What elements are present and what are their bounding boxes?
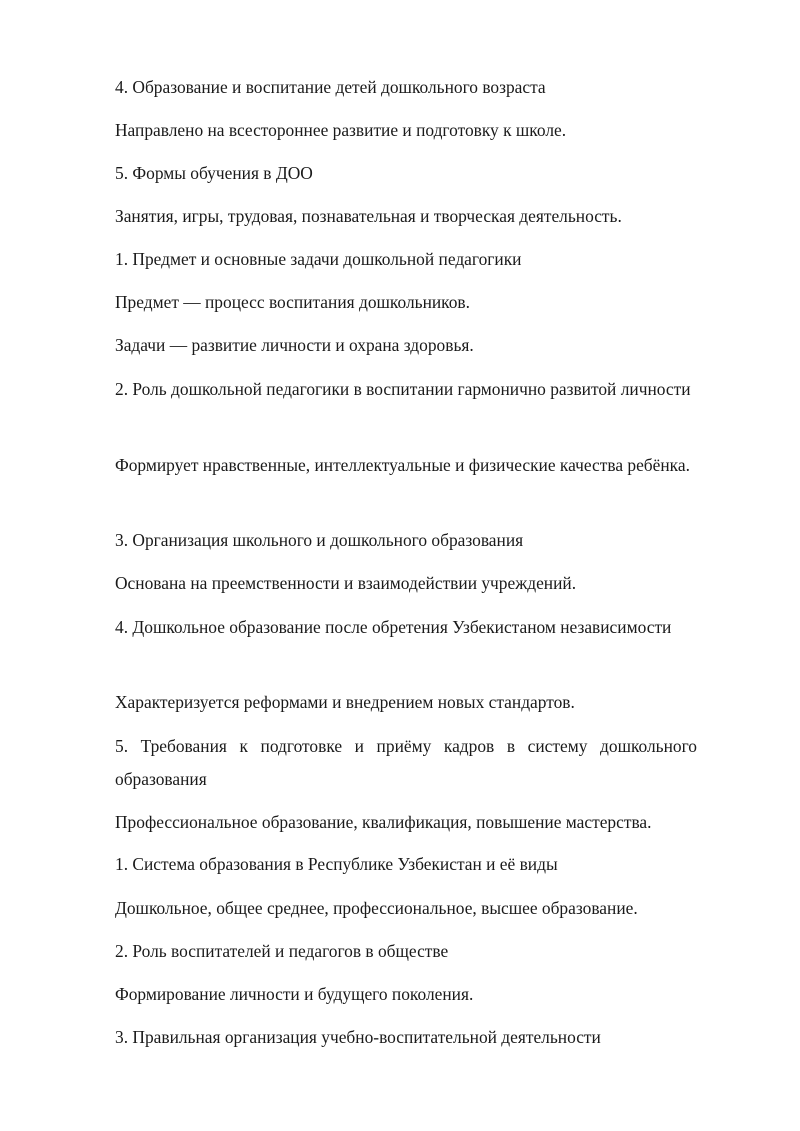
- heading-preschool-education: 4. Образование и воспитание детей дошкольного возраста: [115, 77, 546, 97]
- heading-education-system: 1. Система образования в Республике Узбекистан и её виды: [115, 854, 558, 874]
- heading-staff-requirements: 5. Требования к подготовке и приёму кадров в систему дошкольного образования: [115, 736, 697, 789]
- paragraph-organization: Основана на преемственности и взаимодействии учреждений.: [115, 573, 577, 593]
- paragraph-independence: Характеризуется реформами и внедрением новых стандартов.: [115, 692, 575, 712]
- paragraph-tasks: Задачи — развитие личности и охрана здоровья.: [115, 335, 474, 355]
- heading-independence: 4. Дошкольное образование после обретения Узбекистаном независимости: [115, 617, 672, 637]
- heading-organization: 3. Организация школьного и дошкольного образования: [115, 530, 524, 550]
- paragraph-preschool-education: Направлено на всестороннее развитие и подготовку к школе.: [115, 120, 567, 140]
- paragraph-staff-requirements: Профессиональное образование, квалификация, повышение мастерства.: [115, 812, 652, 832]
- paragraph-subject: Предмет — процесс воспитания дошкольников.: [115, 292, 470, 312]
- paragraph-role-pedagogy: Формирует нравственные, интеллектуальные и физические качества ребёнка.: [115, 455, 690, 475]
- paragraph-education-system: Дошкольное, общее среднее, профессиональное, высшее образование.: [115, 898, 638, 918]
- heading-learning-forms: 5. Формы обучения в ДОО: [115, 163, 313, 183]
- heading-role-teachers: 2. Роль воспитателей и педагогов в обществе: [115, 941, 449, 961]
- paragraph-role-teachers: Формирование личности и будущего поколения.: [115, 984, 474, 1004]
- paragraph-learning-forms: Занятия, игры, трудовая, познавательная и творческая деятельность.: [115, 206, 622, 226]
- heading-proper-organization: 3. Правильная организация учебно-воспитательной деятельности: [115, 1027, 601, 1047]
- heading-subject-tasks: 1. Предмет и основные задачи дошкольной педагогики: [115, 249, 522, 269]
- heading-role-pedagogy: 2. Роль дошкольной педагогики в воспитании гармонично развитой личности: [115, 379, 691, 399]
